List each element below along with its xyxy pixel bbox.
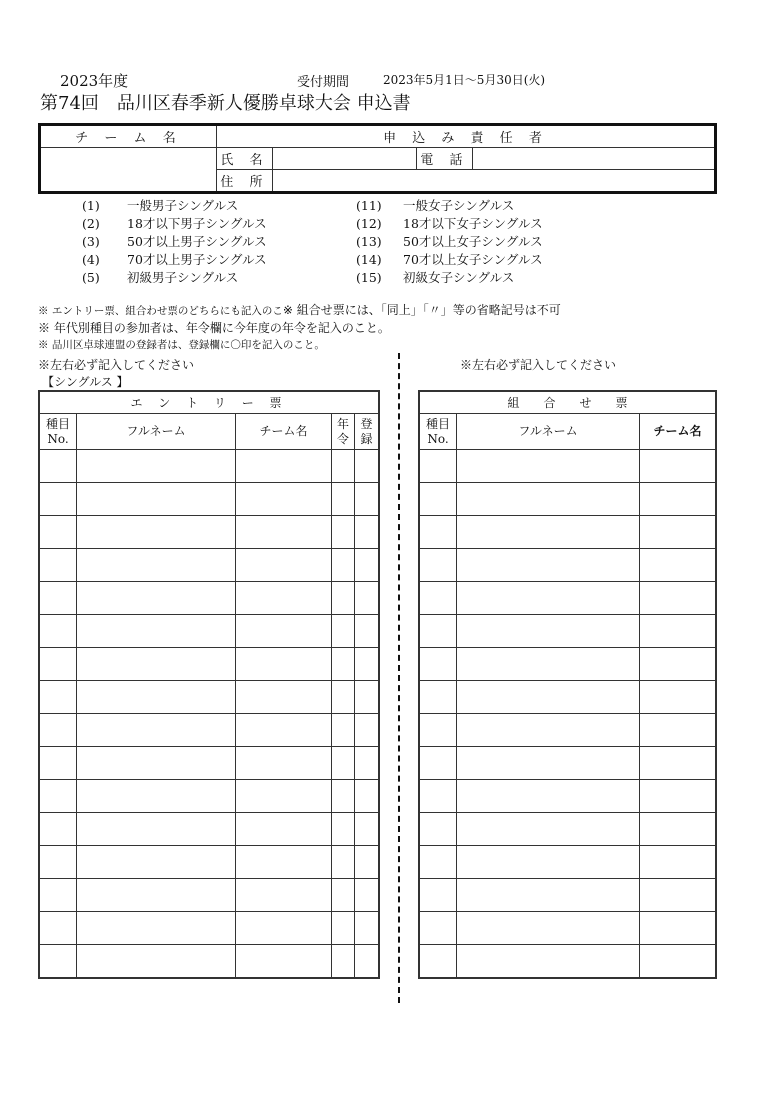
entry-cell[interactable] (419, 714, 457, 747)
event-number: (4) (82, 252, 100, 267)
event-name: 初級女子シングルス (403, 270, 515, 285)
entry-cell[interactable] (640, 813, 717, 846)
table-row (39, 483, 379, 516)
col-event-no: 種目 No. (419, 414, 457, 450)
entry-cell[interactable] (236, 714, 332, 747)
entry-cell[interactable] (77, 549, 236, 582)
event-number: (14) (356, 252, 382, 267)
event-item (356, 197, 543, 215)
event-item (356, 233, 543, 251)
entry-cell[interactable] (332, 879, 355, 912)
event-name: 一般女子シングルス (403, 198, 515, 213)
table-row (39, 450, 379, 483)
entry-cell[interactable] (77, 879, 236, 912)
table-row (419, 846, 716, 879)
entry-cell[interactable] (419, 846, 457, 879)
phone-field[interactable] (473, 148, 716, 170)
note-1a: ※ エントリー票、組合わせ票のどちらにも記入のこ (38, 305, 283, 317)
entry-cell[interactable] (419, 879, 457, 912)
entry-cell[interactable] (39, 516, 77, 549)
name-field[interactable] (273, 148, 417, 170)
entry-cell[interactable] (355, 945, 380, 979)
table-row (419, 780, 716, 813)
entry-cell[interactable] (236, 450, 332, 483)
entry-cell[interactable] (39, 549, 77, 582)
entry-cell[interactable] (332, 912, 355, 945)
entry-cell[interactable] (39, 681, 77, 714)
table-row (39, 549, 379, 582)
entry-cell[interactable] (236, 483, 332, 516)
entry-cell[interactable] (419, 945, 457, 979)
event-item (82, 197, 267, 215)
entry-cell[interactable] (77, 648, 236, 681)
event-number: (5) (82, 270, 100, 285)
event-name: 50才以上女子シングルス (403, 234, 543, 249)
table-row (419, 483, 716, 516)
event-name: 70才以上女子シングルス (403, 252, 543, 267)
entry-cell[interactable] (640, 879, 717, 912)
name-label: 氏 名 (217, 148, 273, 170)
table-row (419, 516, 716, 549)
entry-cell[interactable] (457, 582, 640, 615)
col-team: チーム名 (640, 414, 717, 450)
period-value: 2023年5月1日～5月30日(火) (383, 73, 546, 87)
event-name: 18才以下女子シングルス (403, 216, 543, 231)
entry-cell[interactable] (77, 615, 236, 648)
entry-cell[interactable] (332, 846, 355, 879)
entry-cell[interactable] (332, 714, 355, 747)
col-fullname: フルネーム (77, 414, 236, 450)
entry-cell[interactable] (77, 846, 236, 879)
entry-cell[interactable] (355, 483, 380, 516)
table-row (39, 879, 379, 912)
entry-cell[interactable] (355, 549, 380, 582)
entry-cell[interactable] (640, 747, 717, 780)
entry-cell[interactable] (39, 945, 77, 979)
table-row (39, 582, 379, 615)
table-row (39, 516, 379, 549)
note-3: ※ 品川区卓球連盟の登録者は、登録欄に〇印を記入のこと。 (38, 339, 325, 351)
event-name: 70才以上男子シングルス (127, 252, 267, 267)
entry-cell[interactable] (355, 582, 380, 615)
entry-cell[interactable] (355, 648, 380, 681)
entry-cell[interactable] (419, 648, 457, 681)
entry-cell[interactable] (640, 945, 717, 979)
table-row (39, 813, 379, 846)
table-row (419, 813, 716, 846)
entry-cell[interactable] (355, 846, 380, 879)
draw-sheet-title: 組 合 せ 票 (419, 391, 716, 414)
table-row (419, 681, 716, 714)
entry-cell[interactable] (355, 714, 380, 747)
entry-cell[interactable] (640, 450, 717, 483)
entry-sheet-title: エ ン ト リ ー 票 (39, 391, 379, 414)
period-label: 受付期間 (297, 75, 350, 90)
entry-cell[interactable] (332, 582, 355, 615)
entry-cell[interactable] (39, 879, 77, 912)
entry-cell[interactable] (332, 483, 355, 516)
entry-sheet (38, 390, 380, 979)
entry-cell[interactable] (419, 681, 457, 714)
entry-cell[interactable] (640, 615, 717, 648)
team-name-field[interactable] (40, 148, 217, 193)
entry-cell[interactable] (640, 549, 717, 582)
entry-cell[interactable] (419, 615, 457, 648)
table-row (419, 879, 716, 912)
entry-cell[interactable] (332, 648, 355, 681)
address-field[interactable] (273, 170, 716, 193)
applicant-table (38, 123, 717, 194)
entry-cell[interactable] (236, 615, 332, 648)
entry-cell[interactable] (332, 549, 355, 582)
entry-cell[interactable] (39, 846, 77, 879)
entry-cell[interactable] (457, 813, 640, 846)
draw-sheet (418, 390, 717, 979)
entry-cell[interactable] (332, 813, 355, 846)
col-event-no: 種目 No. (39, 414, 77, 450)
table-row (39, 912, 379, 945)
event-name: 18才以下男子シングルス (127, 216, 267, 231)
entry-cell[interactable] (640, 648, 717, 681)
col-registered: 登 録 (355, 414, 380, 450)
entry-cell[interactable] (236, 912, 332, 945)
event-name: 50才以上男子シングルス (127, 234, 267, 249)
cut-line (398, 353, 400, 1003)
entry-cell[interactable] (77, 747, 236, 780)
entry-cell[interactable] (419, 516, 457, 549)
table-row (39, 714, 379, 747)
event-name: 初級男子シングルス (127, 270, 239, 285)
entry-cell[interactable] (77, 780, 236, 813)
entry-cell[interactable] (640, 714, 717, 747)
entry-cell[interactable] (236, 582, 332, 615)
event-number: (2) (82, 216, 100, 231)
table-row (419, 582, 716, 615)
entry-cell[interactable] (457, 879, 640, 912)
entry-cell[interactable] (457, 615, 640, 648)
entry-cell[interactable] (39, 648, 77, 681)
entry-cell[interactable] (332, 516, 355, 549)
phone-label: 電 話 (417, 148, 473, 170)
entry-cell[interactable] (640, 582, 717, 615)
entry-cell[interactable] (457, 516, 640, 549)
entry-cell[interactable] (236, 549, 332, 582)
entry-cell[interactable] (236, 846, 332, 879)
entry-cell[interactable] (419, 549, 457, 582)
page-title: 第74回 品川区春季新人優勝卓球大会 申込書 (40, 93, 411, 114)
table-row (39, 780, 379, 813)
entry-cell[interactable] (419, 582, 457, 615)
entry-cell[interactable] (39, 714, 77, 747)
entry-cell[interactable] (457, 945, 640, 979)
note-2: ※ 年代別種目の参加者は、年令欄に今年度の年令を記入のこと。 (38, 321, 390, 335)
entry-cell[interactable] (457, 912, 640, 945)
entry-cell[interactable] (640, 780, 717, 813)
table-row (39, 615, 379, 648)
entry-cell[interactable] (640, 681, 717, 714)
entry-cell[interactable] (332, 780, 355, 813)
table-row (39, 945, 379, 979)
entry-cell[interactable] (236, 681, 332, 714)
event-item (82, 215, 267, 233)
table-row (419, 912, 716, 945)
entry-cell[interactable] (236, 879, 332, 912)
entry-cell[interactable] (332, 747, 355, 780)
entry-cell[interactable] (332, 681, 355, 714)
table-row (39, 648, 379, 681)
entry-cell[interactable] (39, 747, 77, 780)
entry-cell[interactable] (355, 813, 380, 846)
col-fullname: フルネーム (457, 414, 640, 450)
entry-cell[interactable] (640, 483, 717, 516)
entry-cell[interactable] (77, 912, 236, 945)
event-name: 一般男子シングルス (127, 198, 239, 213)
event-item (82, 251, 267, 269)
table-row (419, 747, 716, 780)
event-number: (11) (356, 198, 382, 213)
entry-cell[interactable] (39, 780, 77, 813)
table-row (419, 615, 716, 648)
entry-cell[interactable] (77, 516, 236, 549)
table-row (39, 747, 379, 780)
entry-cell[interactable] (39, 582, 77, 615)
event-number: (12) (356, 216, 382, 231)
table-row (39, 681, 379, 714)
entry-cell[interactable] (457, 714, 640, 747)
entry-cell[interactable] (640, 912, 717, 945)
entry-cell[interactable] (77, 483, 236, 516)
entry-cell[interactable] (419, 450, 457, 483)
event-number: (13) (356, 234, 382, 249)
entry-cell[interactable] (77, 450, 236, 483)
event-number: (1) (82, 198, 100, 213)
table-row (39, 846, 379, 879)
entry-cell[interactable] (355, 681, 380, 714)
entry-cell[interactable] (39, 483, 77, 516)
left-note: ※左右必ず記入してください (38, 358, 195, 372)
entry-cell[interactable] (77, 681, 236, 714)
entry-cell[interactable] (640, 516, 717, 549)
right-note: ※左右必ず記入してください (460, 358, 617, 372)
team-name-label: チ ー ム 名 (40, 125, 217, 148)
entry-cell[interactable] (236, 516, 332, 549)
entry-cell[interactable] (355, 450, 380, 483)
event-item (82, 233, 267, 251)
entry-cell[interactable] (457, 648, 640, 681)
entry-cell[interactable] (457, 780, 640, 813)
table-row (419, 450, 716, 483)
entry-cell[interactable] (236, 747, 332, 780)
entry-cell[interactable] (457, 549, 640, 582)
event-number: (15) (356, 270, 382, 285)
entry-cell[interactable] (457, 747, 640, 780)
table-row (419, 648, 716, 681)
event-number: (3) (82, 234, 100, 249)
entry-cell[interactable] (39, 450, 77, 483)
entry-cell[interactable] (236, 945, 332, 979)
entry-cell[interactable] (355, 879, 380, 912)
singles-label: 【シングルス 】 (42, 375, 129, 389)
applicant-label: 申 込 み 責 任 者 (217, 125, 716, 148)
entry-cell[interactable] (457, 846, 640, 879)
entry-cell[interactable] (77, 813, 236, 846)
entry-cell[interactable] (39, 813, 77, 846)
table-row (419, 549, 716, 582)
note-1b: ※ 組合せ票には、「同上」「〃」等の省略記号は不可 (282, 303, 561, 317)
entry-cell[interactable] (355, 747, 380, 780)
entry-cell[interactable] (77, 714, 236, 747)
entry-cell[interactable] (77, 582, 236, 615)
col-team: チーム名 (236, 414, 332, 450)
entry-cell[interactable] (236, 780, 332, 813)
entry-cell[interactable] (457, 483, 640, 516)
entry-cell[interactable] (236, 648, 332, 681)
entry-cell[interactable] (39, 615, 77, 648)
entry-cell[interactable] (419, 747, 457, 780)
entry-cell[interactable] (355, 516, 380, 549)
entry-cell[interactable] (236, 813, 332, 846)
entry-cell[interactable] (39, 912, 77, 945)
entry-cell[interactable] (355, 615, 380, 648)
entry-cell[interactable] (332, 945, 355, 979)
event-item (356, 269, 543, 287)
table-row (419, 714, 716, 747)
event-item (356, 251, 543, 269)
entry-cell[interactable] (419, 912, 457, 945)
entry-cell[interactable] (457, 450, 640, 483)
entry-cell[interactable] (419, 780, 457, 813)
col-age: 年 令 (332, 414, 355, 450)
entry-cell[interactable] (355, 780, 380, 813)
women-events-list (356, 197, 543, 287)
notes (38, 302, 561, 354)
entry-cell[interactable] (457, 681, 640, 714)
entry-cell[interactable] (419, 483, 457, 516)
entry-cell[interactable] (355, 912, 380, 945)
address-label: 住 所 (217, 170, 273, 193)
event-item (356, 215, 543, 233)
table-row (419, 945, 716, 979)
entry-cell[interactable] (640, 846, 717, 879)
fiscal-year: 2023年度 (60, 72, 129, 90)
event-item (82, 269, 267, 287)
entry-cell[interactable] (332, 450, 355, 483)
men-events-list (82, 197, 267, 287)
entry-cell[interactable] (419, 813, 457, 846)
entry-cell[interactable] (332, 615, 355, 648)
entry-cell[interactable] (77, 945, 236, 979)
